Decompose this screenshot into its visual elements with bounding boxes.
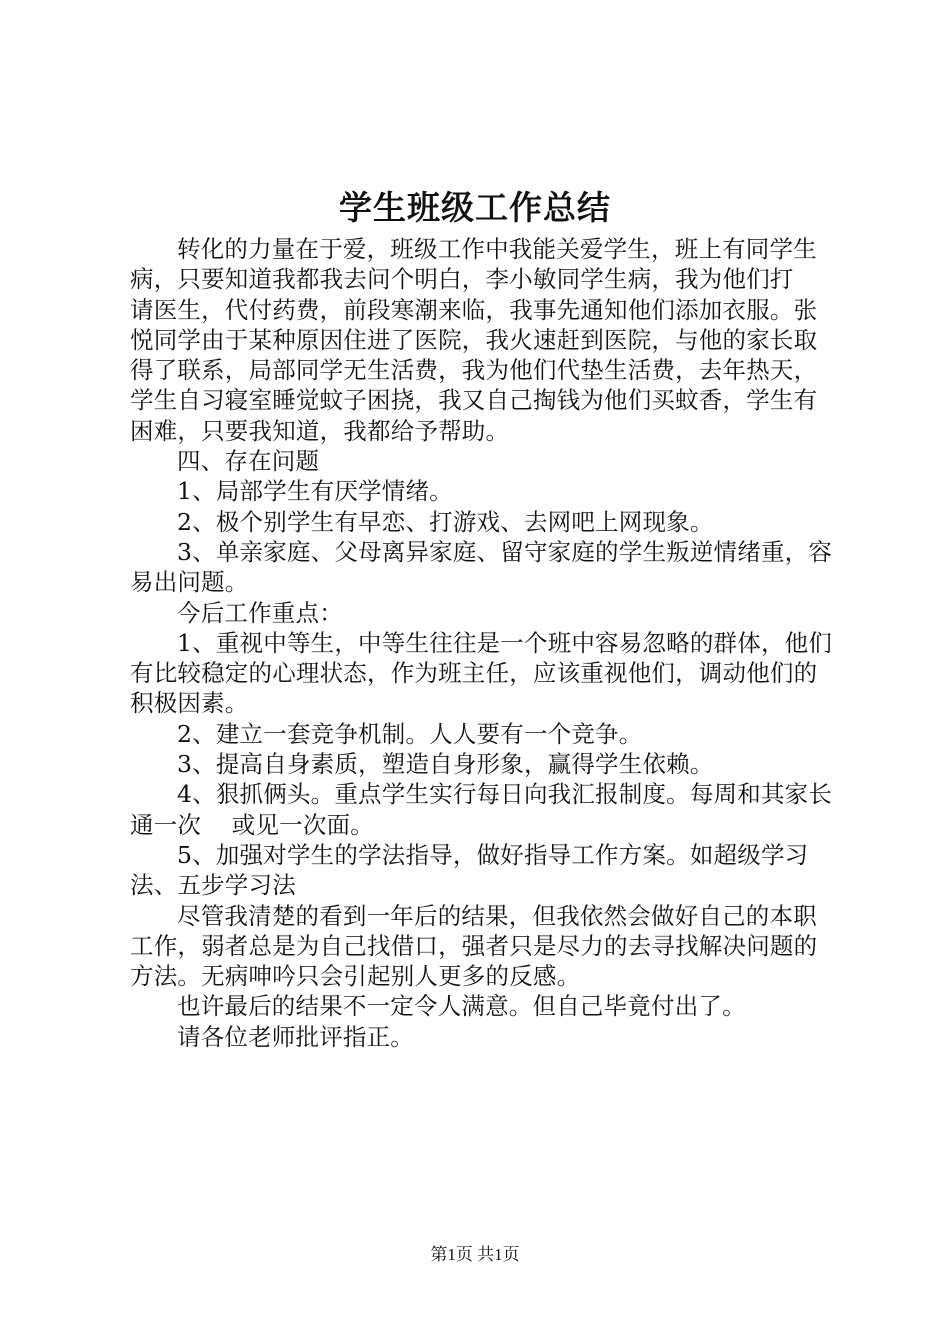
paragraph-closing: 请各位老师批评指正。 xyxy=(177,1022,414,1051)
focus-item-1: 1、重视中等生，中等生往往是一个班中容易忽略的群体，他们有比较稳定的心理状态，作为班主任，应该重视他们，调动他们的积极因素。 xyxy=(130,628,833,718)
page-footer: 第1页 共1页 xyxy=(430,1245,520,1264)
focus-item-3: 3、提高自身素质，塑造自身形象，赢得学生依赖。 xyxy=(177,750,714,779)
problem-item-1: 1、局部学生有厌学情绪。 xyxy=(177,477,453,506)
document-title: 学生班级工作总结 xyxy=(339,188,611,227)
paragraph-commitment: 尽管我清楚的看到一年后的结果，但我依然会做好自己的本职工作，弱者总是为自己找借口，强者只是尽力的去寻找解决问题的方法。无病呻吟只会引起别人更多的反感。 xyxy=(130,901,818,991)
paragraph-effort: 也许最后的结果不一定令人满意。但自己毕竟付出了。 xyxy=(177,992,746,1021)
document-body xyxy=(130,234,835,1052)
focus-item-4: 4、狠抓俩头。重点学生实行每日向我汇报制度。每周和其家长通一次 或见一次面。 xyxy=(130,780,833,839)
focus-item-5: 5、加强对学生的学法指导，做好指导工作方案。如超级学习法、五步学习法 xyxy=(130,840,809,900)
paragraph-care-for-students: 转化的力量在于爱，班级工作中我能关爱学生，班上有同学生病，只要知道我都我去问个明白，李小敏同学生病，我为他们打 请医生，代付药费，前段寒潮来临，我事先通知他们添加衣服。张悦同学由于某种原因住进了医院，我火速赶到医院，与他的家长取得了联系，局部同学无生活费，我为他们代垫生活费，去年热天，学生自习寝室睡觉蚊子困挠，我又自己掏钱为他们买蚊香，学生有困难，只要我知道，我都给予帮助。 xyxy=(130,235,825,445)
focus-item-2: 2、建立一套竞争机制。人人要有一个竞争。 xyxy=(177,719,643,748)
problem-item-3: 3、单亲家庭、父母离异家庭、留守家庭的学生叛逆情绪重，容易出问题。 xyxy=(130,537,833,597)
section-heading-existing-problems: 四、存在问题 xyxy=(177,447,320,476)
problem-item-2: 2、极个别学生有早恋、打游戏、去网吧上网现象。 xyxy=(177,507,714,536)
section-heading-future-focus: 今后工作重点： xyxy=(177,598,343,627)
